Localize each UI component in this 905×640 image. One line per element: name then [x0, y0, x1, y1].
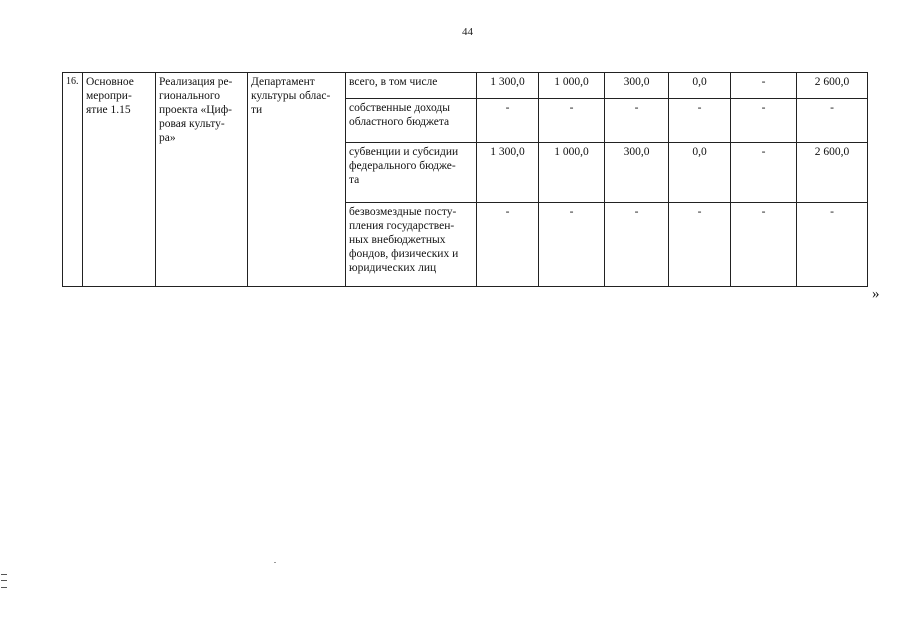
funding-source-extrabudgetary: безвозмездные посту- пления государствен- ных внебюджетных фондов, физических и юридических лиц — [346, 203, 477, 287]
value-cell: - — [731, 99, 797, 143]
page-number: 44 — [462, 26, 473, 38]
value-cell: 1 000,0 — [539, 143, 605, 203]
activity-cell: Основное меропри- ятие 1.15 — [83, 73, 156, 287]
value-cell: 0,0 — [669, 73, 731, 99]
value-cell: - — [539, 99, 605, 143]
value-cell: - — [477, 203, 539, 287]
table-row — [63, 73, 868, 99]
value-cell: - — [731, 73, 797, 99]
funding-source-regional: собственные доходы областного бюджета — [346, 99, 477, 143]
value-cell: - — [669, 203, 731, 287]
budget-table — [62, 72, 868, 287]
value-cell: - — [797, 99, 868, 143]
value-cell: 1 300,0 — [477, 73, 539, 99]
value-cell: - — [669, 99, 731, 143]
row-number: 16. — [63, 73, 83, 287]
executor-cell: Департамент культуры облас- ти — [248, 73, 346, 287]
value-cell: - — [797, 203, 868, 287]
value-cell: - — [731, 143, 797, 203]
value-cell: - — [539, 203, 605, 287]
value-cell: 1 300,0 — [477, 143, 539, 203]
project-cell: Реализация ре- гионального проекта «Циф- ровая культу- ра» — [156, 73, 248, 287]
closing-quote: » — [872, 286, 880, 302]
value-cell: - — [477, 99, 539, 143]
value-cell: - — [605, 99, 669, 143]
scan-speck — [274, 562, 276, 563]
value-cell: 0,0 — [669, 143, 731, 203]
value-cell: 300,0 — [605, 143, 669, 203]
value-cell: 2 600,0 — [797, 143, 868, 203]
value-cell: 2 600,0 — [797, 73, 868, 99]
margin-mark — [1, 574, 7, 588]
value-cell: 1 000,0 — [539, 73, 605, 99]
value-cell: 300,0 — [605, 73, 669, 99]
value-cell: - — [731, 203, 797, 287]
value-cell: - — [605, 203, 669, 287]
funding-source-total: всего, в том числе — [346, 73, 477, 99]
funding-source-federal: субвенции и субсидии федерального бюдже- та — [346, 143, 477, 203]
